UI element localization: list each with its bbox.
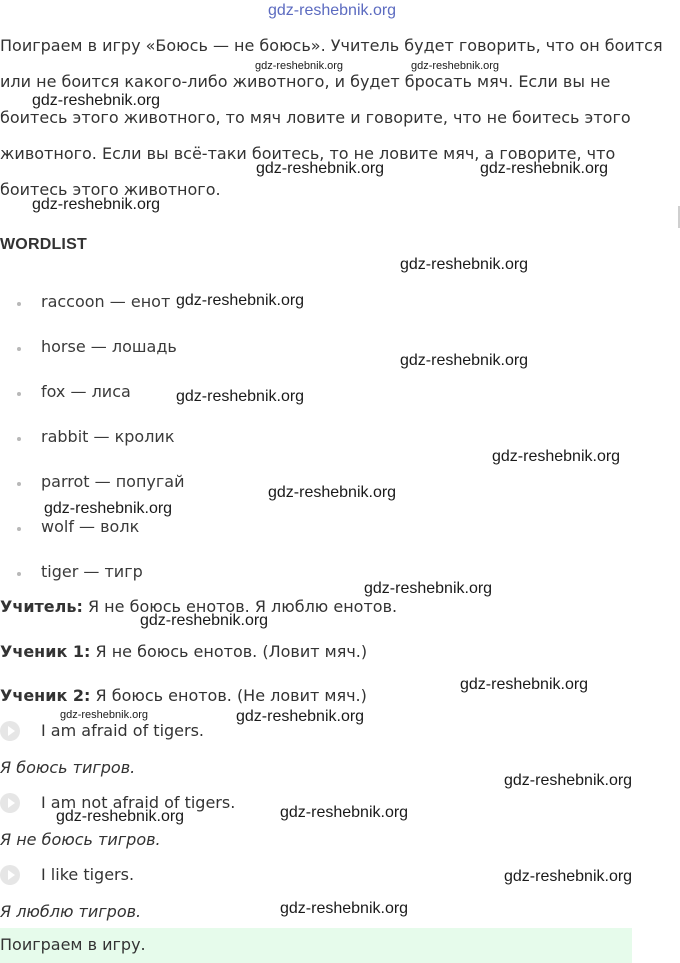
wordlist-item-text: horse — лошадь [41,337,177,356]
watermark: gdz-reshebnik.org [364,580,493,597]
watermark: gdz-reshebnik.org [176,292,305,309]
watermark: gdz-reshebnik.org [256,160,385,177]
highlight-text: Поиграем в игру. [0,935,146,954]
dialogue-text: Я не боюсь енотов. Я люблю енотов. [82,597,398,616]
watermark: gdz-reshebnik.org [280,900,409,917]
bullet-icon [17,527,21,531]
intro-line: или не боится какого-либо животного, и будет бросать мяч. Если вы не [0,72,611,91]
intro-line: животного. Если вы всё-таки боитесь, то не ловите мяч, а говорите, что [0,144,616,163]
watermark: gdz-reshebnik.org [492,448,621,465]
watermark: gdz-reshebnik.org [280,804,409,821]
intro-line: боитесь этого животного, то мяч ловите и говорите, что не боитесь этого [0,108,631,127]
intro-paragraph [0,28,672,208]
phrase-english: I am afraid of tigers. [41,721,205,740]
phrase-translation: Я боюсь тигров. [0,758,136,777]
dialogue-line [0,642,367,661]
watermark: gdz-reshebnik.org [255,60,344,72]
watermark: gdz-reshebnik.org [176,388,305,405]
watermark: gdz-reshebnik.org [32,92,161,109]
bullet-icon [17,347,21,351]
play-audio-icon[interactable] [0,793,20,813]
phrase-english: I am not afraid of tigers. [41,793,236,812]
dialogue-text: Я не боюсь енотов. (Ловит мяч.) [90,642,368,661]
phrase-translation: Я не боюсь тигров. [0,830,161,849]
watermark: gdz-reshebnik.org [504,868,633,885]
phrase-translation: Я люблю тигров. [0,902,142,921]
watermark: gdz-reshebnik.org [60,709,149,721]
watermark-top: gdz-reshebnik.org [268,2,397,19]
wordlist-item-text: wolf — волк [41,517,140,536]
dialogue-line [0,686,367,705]
watermark: gdz-reshebnik.org [480,160,609,177]
wordlist-item-text: rabbit — кролик [41,427,175,446]
watermark: gdz-reshebnik.org [236,708,365,725]
speaker-label: Учитель: [0,597,83,616]
speaker-label: Ученик 2: [0,686,91,705]
watermark: gdz-reshebnik.org [411,60,500,72]
watermark: gdz-reshebnik.org [56,808,185,825]
intro-line: боитесь этого животного. [0,180,221,199]
bullet-icon [17,572,21,576]
wordlist-item-text: tiger — тигр [41,562,143,581]
bullet-icon [17,437,21,441]
bullet-icon [17,392,21,396]
speaker-label: Ученик 1: [0,642,91,661]
wordlist-item-text: fox — лиса [41,382,131,401]
watermark: gdz-reshebnik.org [400,256,529,273]
highlight-box [0,928,632,963]
watermark: gdz-reshebnik.org [140,612,269,629]
phrase-english: I like tigers. [41,865,135,884]
play-audio-icon[interactable] [0,865,20,885]
watermark: gdz-reshebnik.org [44,500,173,517]
wordlist-title: WORDLIST [0,236,87,253]
dialogue-text: Я боюсь енотов. (Не ловит мяч.) [90,686,367,705]
watermark: gdz-reshebnik.org [400,352,529,369]
watermark: gdz-reshebnik.org [32,196,161,213]
watermark: gdz-reshebnik.org [460,676,589,693]
wordlist-item-text: raccoon — енот [41,292,171,311]
bullet-icon [17,482,21,486]
bullet-icon [17,302,21,306]
intro-line: Поиграем в игру «Боюсь — не боюсь». Учитель будет говорить, что он боится [0,36,663,55]
watermark: gdz-reshebnik.org [268,484,397,501]
wordlist-item-text: parrot — попугай [41,472,185,491]
watermark: gdz-reshebnik.org [504,772,633,789]
play-audio-icon[interactable] [0,721,20,741]
